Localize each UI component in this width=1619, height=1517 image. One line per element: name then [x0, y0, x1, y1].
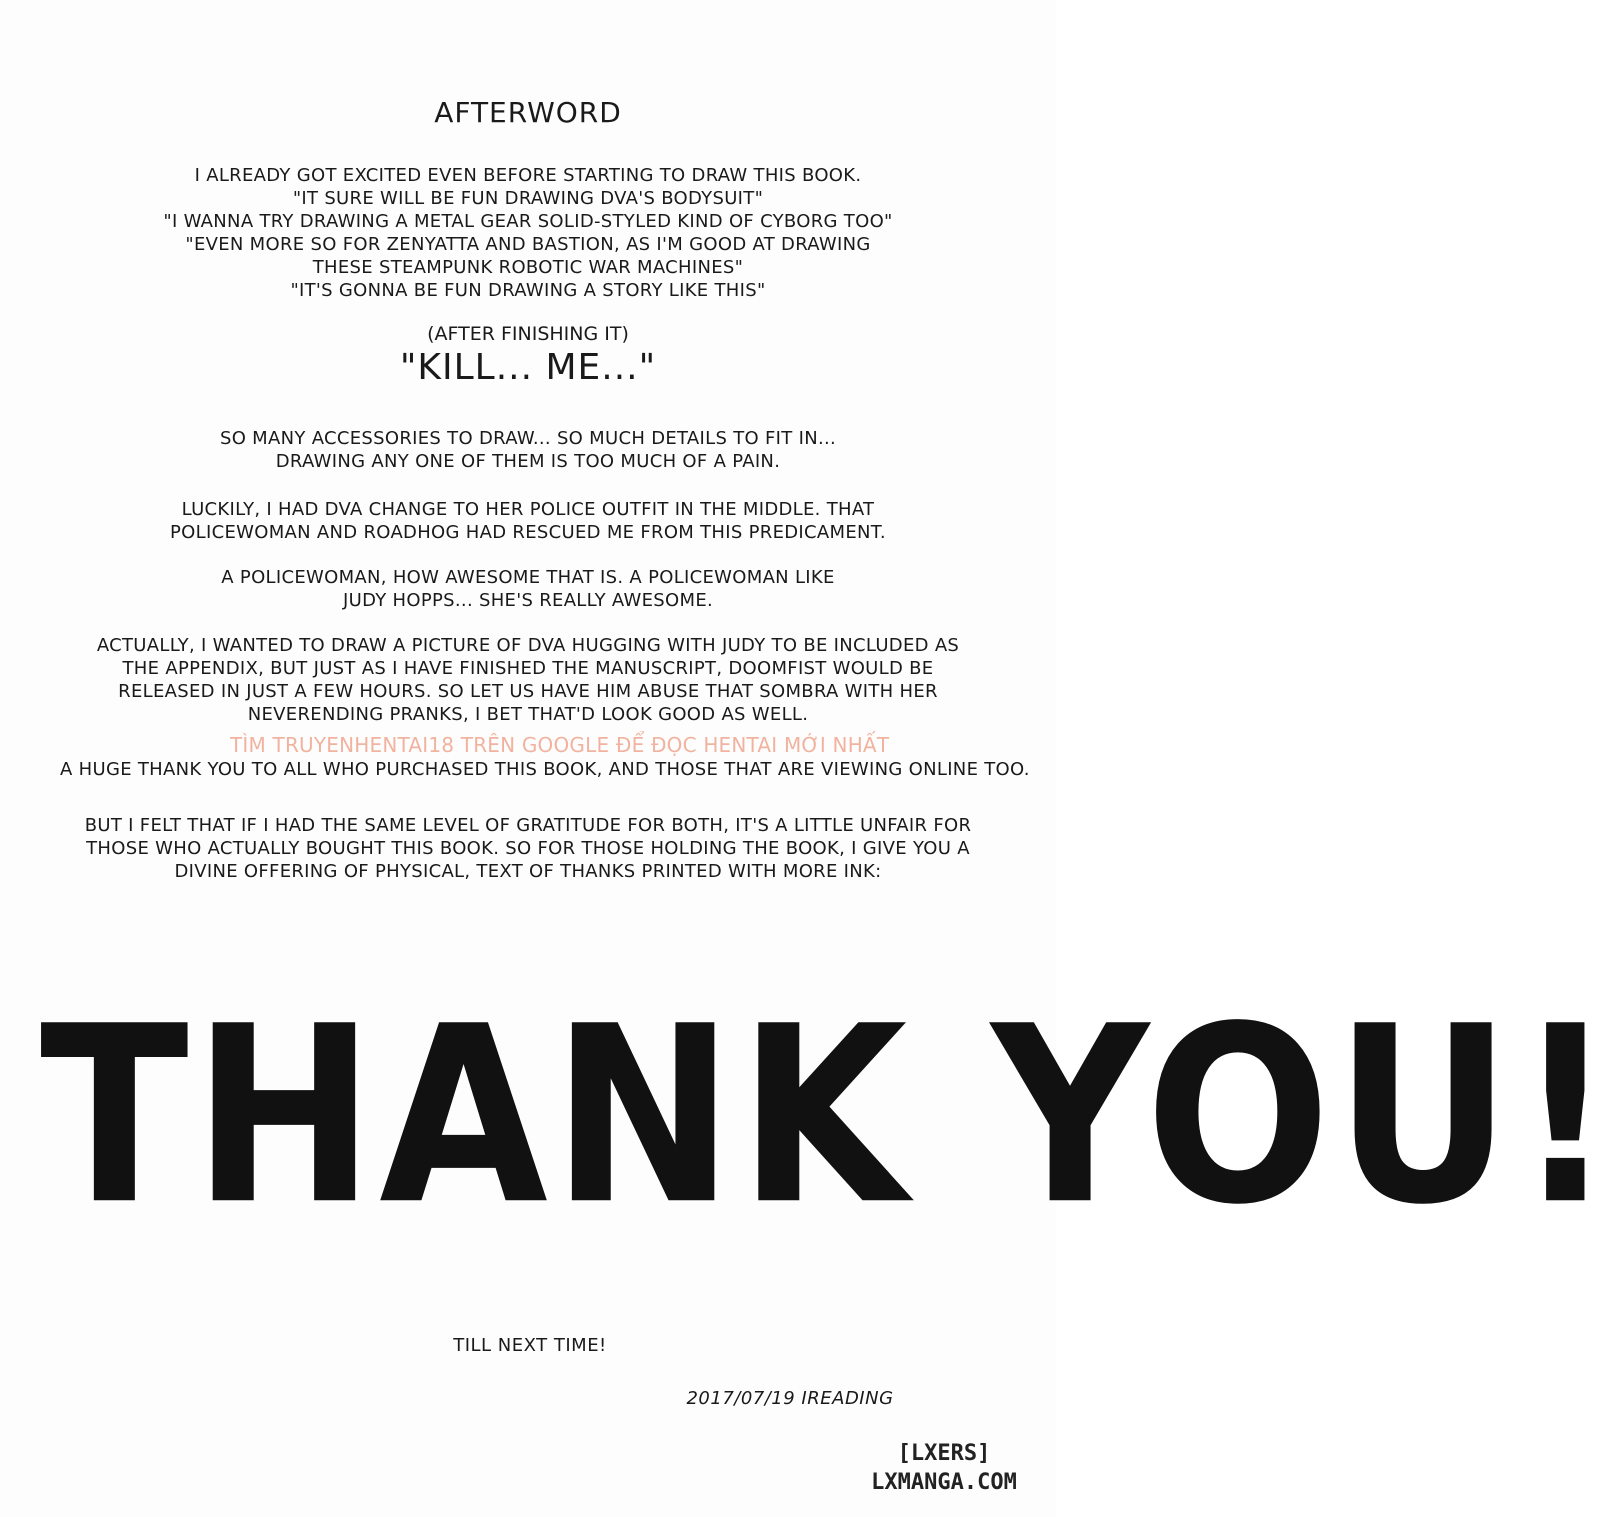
text-line: "IT SURE WILL BE FUN DRAWING DVA'S BODYSUIT" [292, 188, 764, 209]
text-line: THE APPENDIX, BUT JUST AS I HAVE FINISHED THE MANUSCRIPT, DOOMFIST WOULD BE [122, 658, 934, 679]
signature-date: 2017/07/19 IREADING [686, 1388, 894, 1409]
paragraph-appendix [60, 634, 996, 726]
paragraph-accessories [60, 427, 996, 473]
text-line: A POLICEWOMAN, HOW AWESOME THAT IS. A POLICEWOMAN LIKE [221, 567, 835, 588]
text-line: ACTUALLY, I WANTED TO DRAW A PICTURE OF DVA HUGGING WITH JUDY TO BE INCLUDED AS [96, 635, 960, 656]
text-line: SO MANY ACCESSORIES TO DRAW... SO MUCH DETAILS TO FIT IN... [219, 428, 837, 449]
text-line: RELEASED IN JUST A FEW HOURS. SO LET US HAVE HIM ABUSE THAT SOMBRA WITH HER [118, 681, 938, 702]
till-next-time: TILL NEXT TIME! [453, 1335, 607, 1356]
intro-paragraph [60, 164, 996, 302]
text-line: JUDY HOPPS... SHE'S REALLY AWESOME. [342, 590, 714, 611]
text-line: THESE STEAMPUNK ROBOTIC WAR MACHINES" [312, 257, 744, 278]
text-line: DRAWING ANY ONE OF THEM IS TOO MUCH OF A PAIN. [275, 451, 781, 472]
text-line: BUT I FELT THAT IF I HAD THE SAME LEVEL OF GRATITUDE FOR BOTH, IT'S A LITTLE UNFAIR FOR [84, 815, 972, 836]
paragraph-huge-thanks [60, 758, 1030, 781]
after-finishing-note: (AFTER FINISHING IT) [427, 323, 629, 345]
text-line: I ALREADY GOT EXCITED EVEN BEFORE STARTING TO DRAW THIS BOOK. [194, 165, 862, 186]
text-line: "I WANNA TRY DRAWING A METAL GEAR SOLID-STYLED KIND OF CYBORG TOO" [163, 211, 893, 232]
text-line: DIVINE OFFERING OF PHYSICAL, TEXT OF THANKS PRINTED WITH MORE INK: [174, 861, 882, 882]
paragraph-police-outfit [60, 498, 996, 544]
paragraph-policewoman [60, 566, 996, 612]
text-line: "EVEN MORE SO FOR ZENYATTA AND BASTION, AS I'M GOOD AT DRAWING [185, 234, 871, 255]
scanlation-credit [854, 1440, 1034, 1498]
text-line: "IT'S GONNA BE FUN DRAWING A STORY LIKE THIS" [290, 280, 766, 301]
credit-site: LXMANGA.COM [871, 1470, 1017, 1495]
watermark-text: TÌM TRUYENHENTAI18 TRÊN GOOGLE ĐỂ ĐỌC HENTAI MỚI NHẤT [230, 733, 890, 757]
paragraph-gratitude [60, 814, 996, 883]
text-line: A HUGE THANK YOU TO ALL WHO PURCHASED THIS BOOK, AND THOSE THAT ARE VIEWING ONLINE TOO. [60, 759, 1030, 780]
credit-brand: [LXERS] [897, 1441, 991, 1466]
thank-you-headline: THANK YOU! [40, 975, 1619, 1259]
kill-me-quote: "KILL... ME..." [399, 347, 657, 388]
text-line: LUCKILY, I HAD DVA CHANGE TO HER POLICE OUTFIT IN THE MIDDLE. THAT [181, 499, 875, 520]
text-line: THOSE WHO ACTUALLY BOUGHT THIS BOOK. SO FOR THOSE HOLDING THE BOOK, I GIVE YOU A [86, 838, 970, 859]
text-line: NEVERENDING PRANKS, I BET THAT'D LOOK GOOD AS WELL. [247, 704, 809, 725]
page-title: AFTERWORD [434, 96, 622, 129]
text-line: POLICEWOMAN AND ROADHOG HAD RESCUED ME FROM THIS PREDICAMENT. [170, 522, 886, 543]
